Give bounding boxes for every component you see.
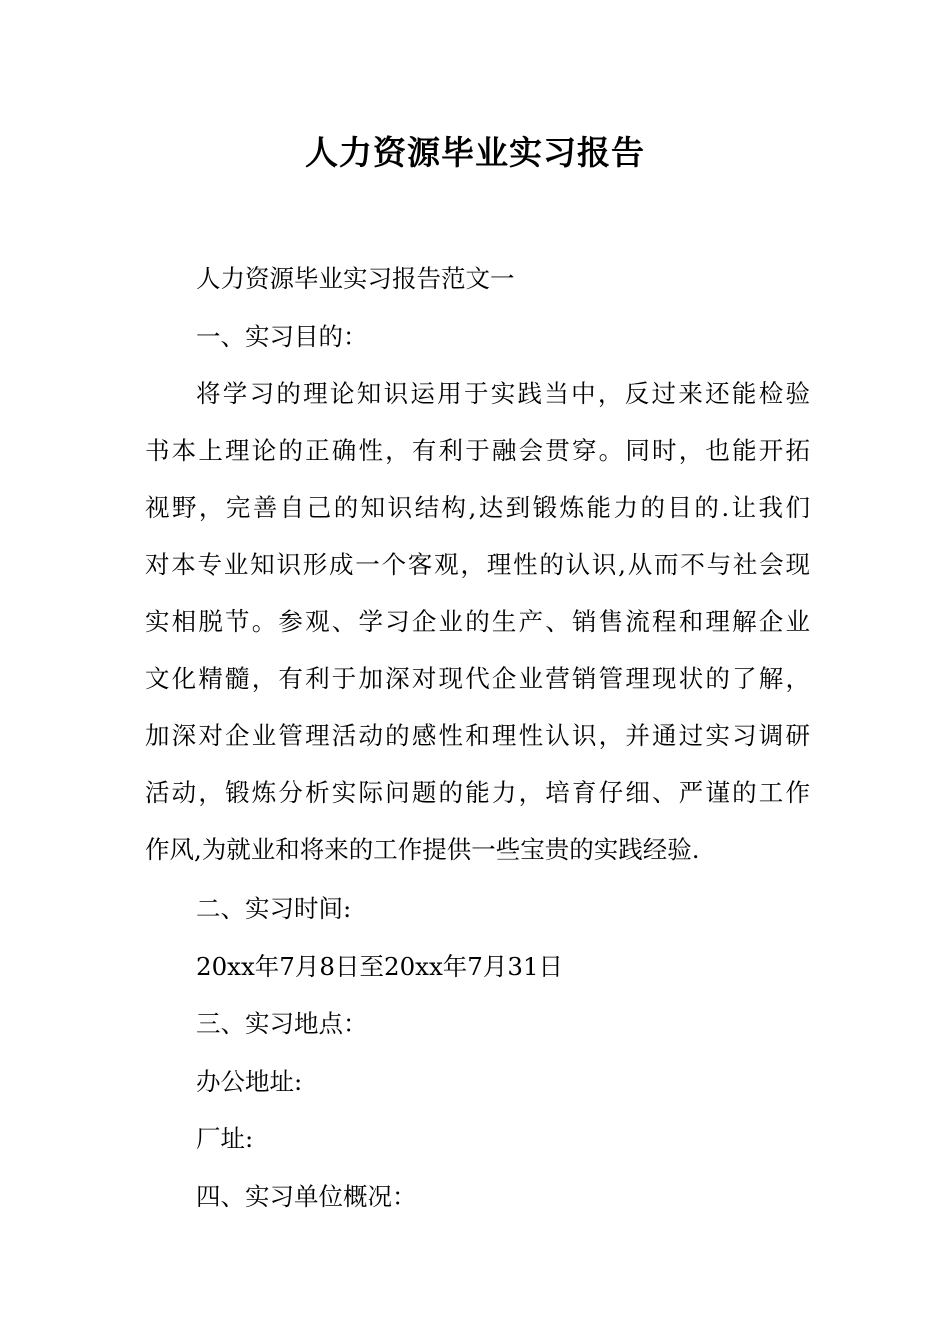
paragraph-line: 视野，完善自己的知识结构,达到锻炼能力的目的.让我们 <box>145 493 810 522</box>
paragraph-line: 书本上理论的正确性，有利于融会贯穿。同时，也能开拓 <box>145 436 810 465</box>
paragraph-line: 将学习的理论知识运用于实践当中，反过来还能检验 <box>196 379 810 408</box>
page-title: 人力资源毕业实习报告 <box>305 133 645 172</box>
section-heading: 一、实习目的： <box>196 322 368 351</box>
section-heading: 人力资源毕业实习报告范文一 <box>196 264 515 293</box>
paragraph-line: 实相脱节。参观、学习企业的生产、销售流程和理解企业 <box>145 607 810 636</box>
section-heading: 二、实习时间: <box>196 894 352 923</box>
section-heading: 四、实习单位概况： <box>196 1182 417 1211</box>
paragraph-line: 对本专业知识形成一个客观，理性的认识,从而不与社会现 <box>145 550 810 579</box>
paragraph-line: 文化精髓，有利于加深对现代企业营销管理现状的了解， <box>145 664 810 693</box>
section-heading: 三、实习地点： <box>196 1009 368 1038</box>
date-range: 20xx年7月8日至20xx年7月31日 <box>196 952 564 981</box>
factory-address-label: 厂址: <box>196 1124 254 1153</box>
office-address-label: 办公地址: <box>196 1067 303 1096</box>
paragraph-line: 作风,为就业和将来的工作提供一些宝贵的实践经验. <box>145 835 700 864</box>
paragraph-line: 活动，锻炼分析实际问题的能力，培育仔细、严谨的工作 <box>145 778 810 807</box>
paragraph-line: 加深对企业管理活动的感性和理性认识，并通过实习调研 <box>145 721 810 750</box>
